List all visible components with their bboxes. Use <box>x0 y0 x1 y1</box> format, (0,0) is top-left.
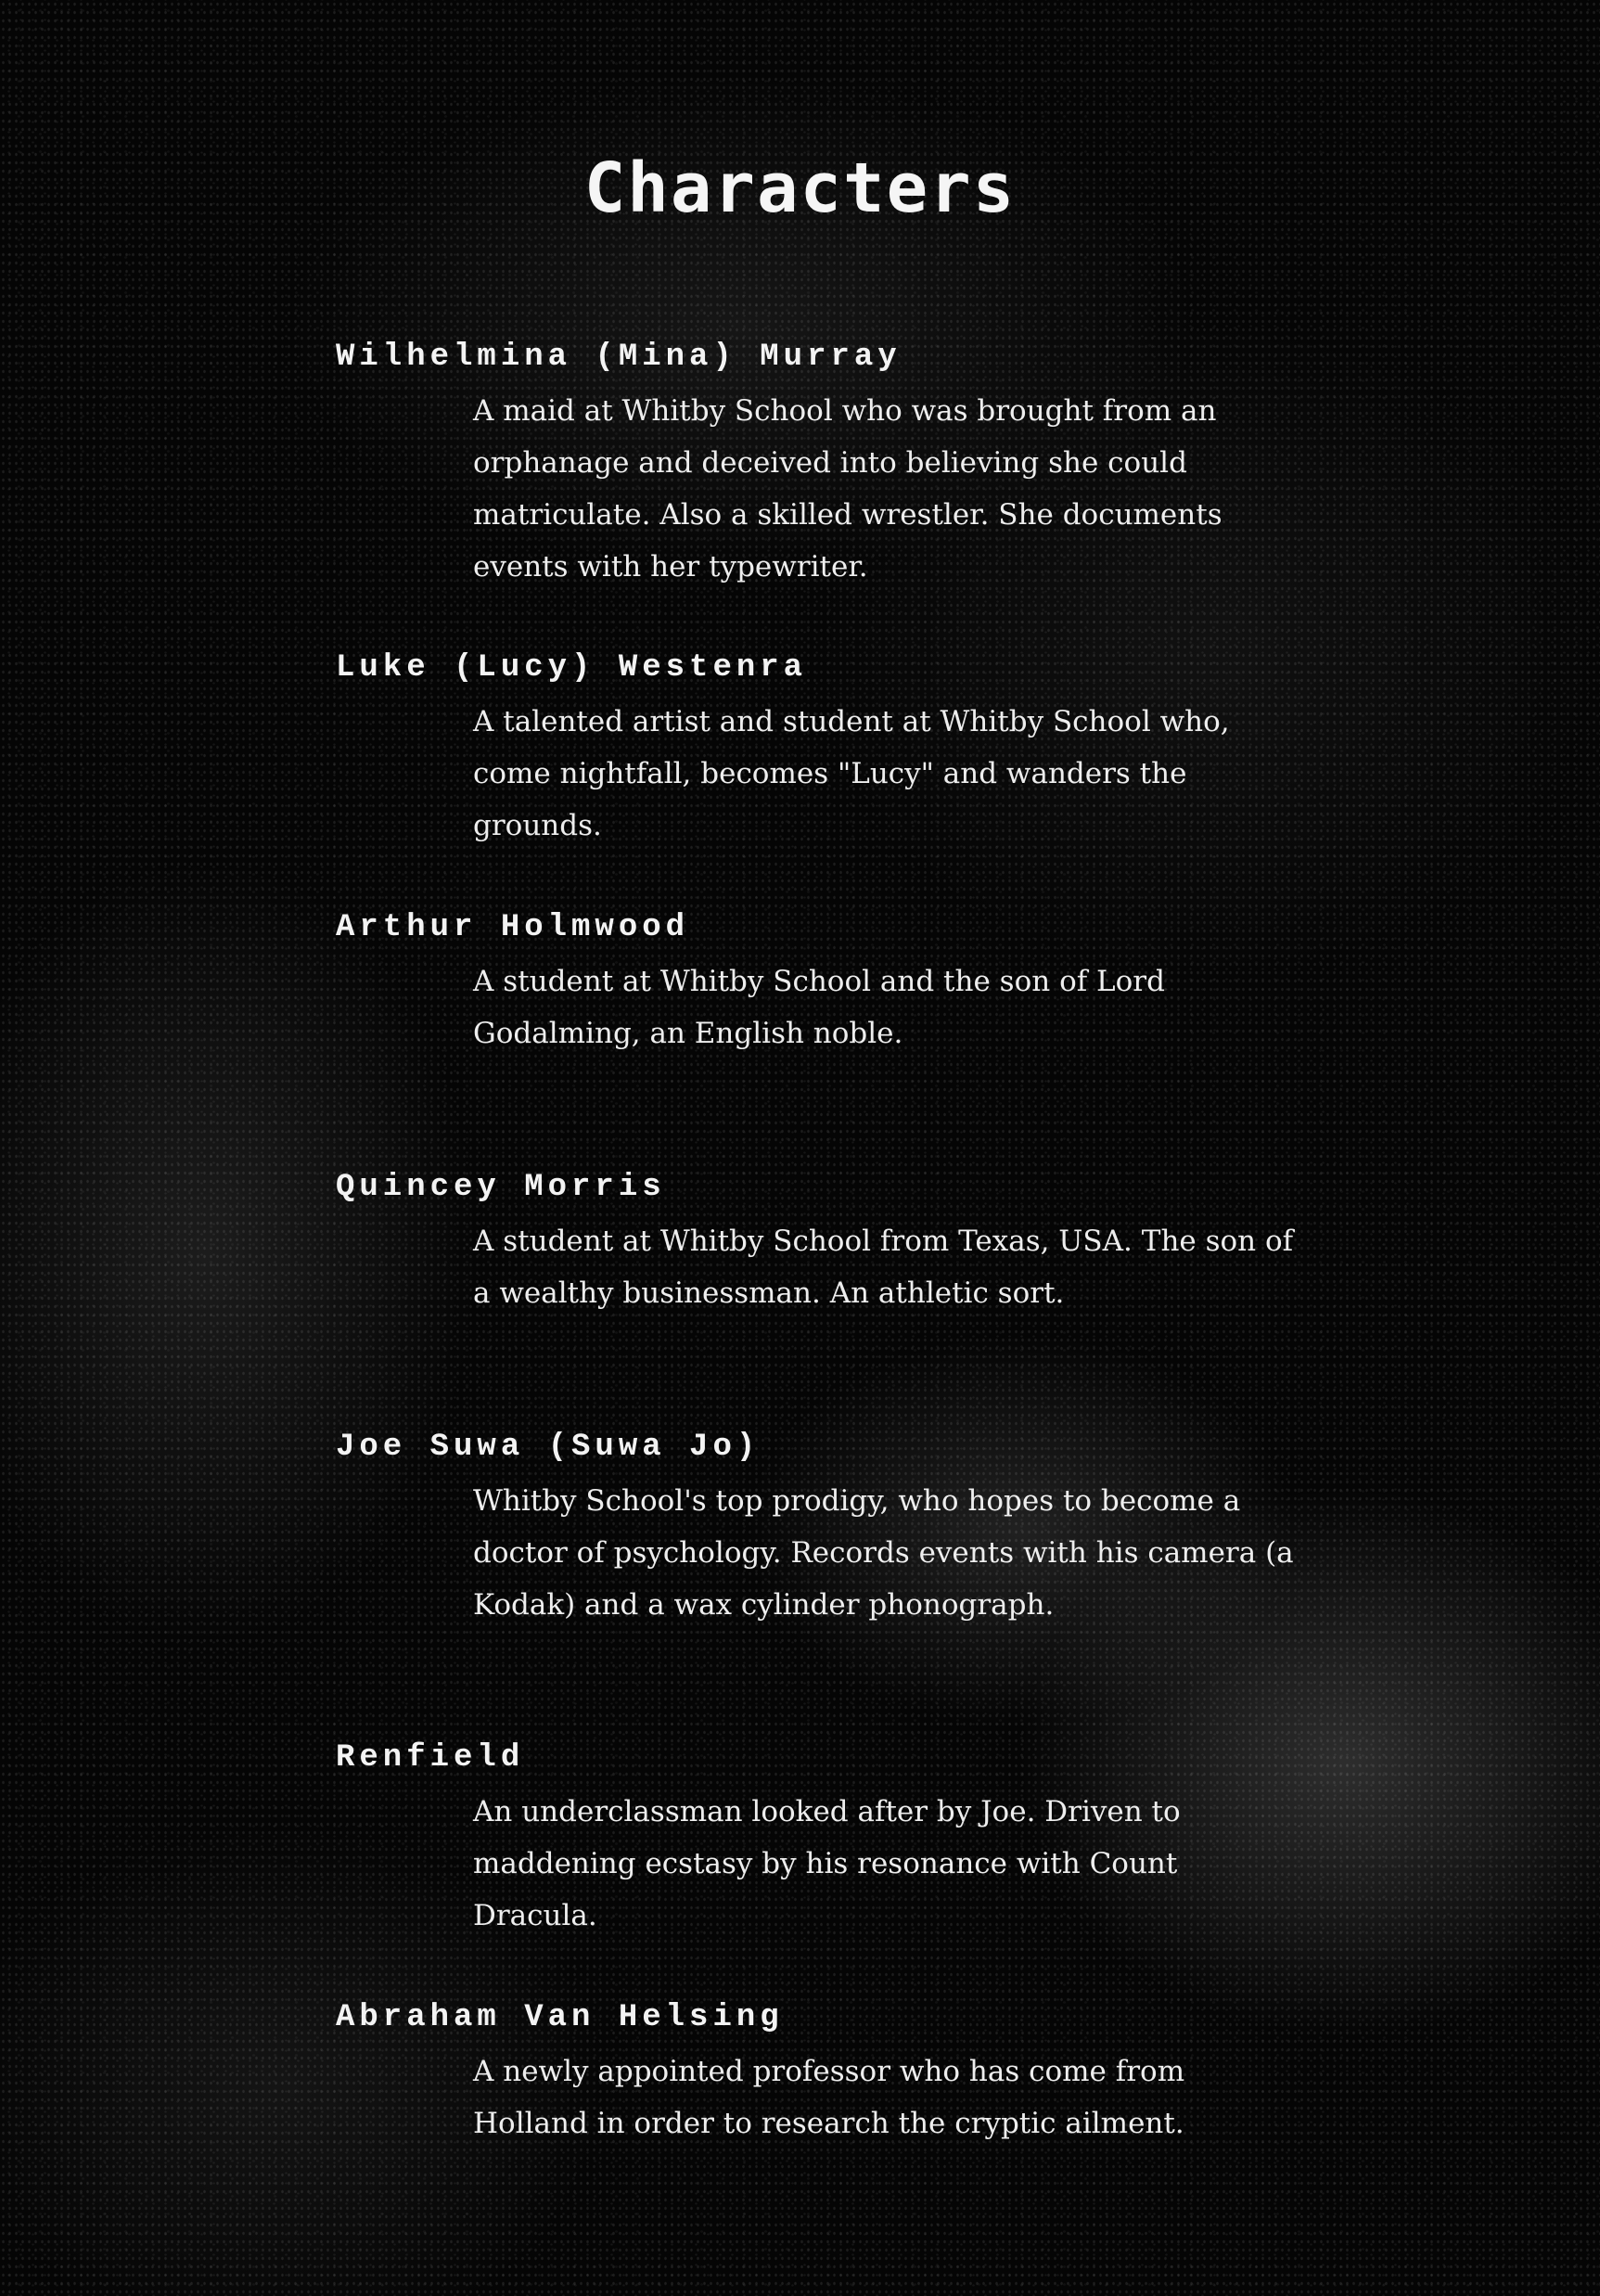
character-name: Arthur Holmwood <box>336 910 690 945</box>
character-name: Joe Suwa (Suwa Jo) <box>336 1430 761 1465</box>
character-name: Luke (Lucy) Westenra <box>336 650 808 686</box>
character-entry-lucy <box>336 649 1338 852</box>
character-entry-joe <box>336 1429 1338 1631</box>
character-name: Renfield <box>336 1740 525 1776</box>
character-description: A maid at Whitby School who was brought from an orphanage and deceived into believing she could matriculate. Also a skilled wrestler. She documents events with her typewriter. <box>473 394 1222 584</box>
character-description: A student at Whitby School from Texas, USA. The son of a wealthy businessman. An athletic sort. <box>473 1225 1294 1310</box>
character-entry-mina <box>336 339 1338 593</box>
character-description: A talented artist and student at Whitby School who, come nightfall, becomes "Lucy" and wanders the grounds. <box>473 705 1230 842</box>
page-title: Characters <box>583 148 1017 228</box>
character-description: A newly appointed professor who has come from Holland in order to research the cryptic ailment. <box>473 2055 1185 2140</box>
character-description: Whitby School's top prodigy, who hopes to become a doctor of psychology. Records events with his camera (a Kodak) and a wax cylinder phonograph. <box>473 1484 1294 1622</box>
character-description: An underclassman looked after by Joe. Driven to maddening ecstasy by his resonance with Count Dracula. <box>473 1795 1181 1932</box>
character-name: Abraham Van Helsing <box>336 2000 784 2035</box>
character-entry-van-helsing <box>336 1999 1338 2149</box>
character-name: Quincey Morris <box>336 1170 666 1205</box>
character-entry-quincey <box>336 1169 1338 1319</box>
character-name: Wilhelmina (Mina) Murray <box>336 340 902 375</box>
character-description: A student at Whitby School and the son of Lord Godalming, an English noble. <box>473 965 1165 1050</box>
character-entry-renfield <box>336 1739 1338 1942</box>
character-entry-arthur <box>336 909 1338 1059</box>
